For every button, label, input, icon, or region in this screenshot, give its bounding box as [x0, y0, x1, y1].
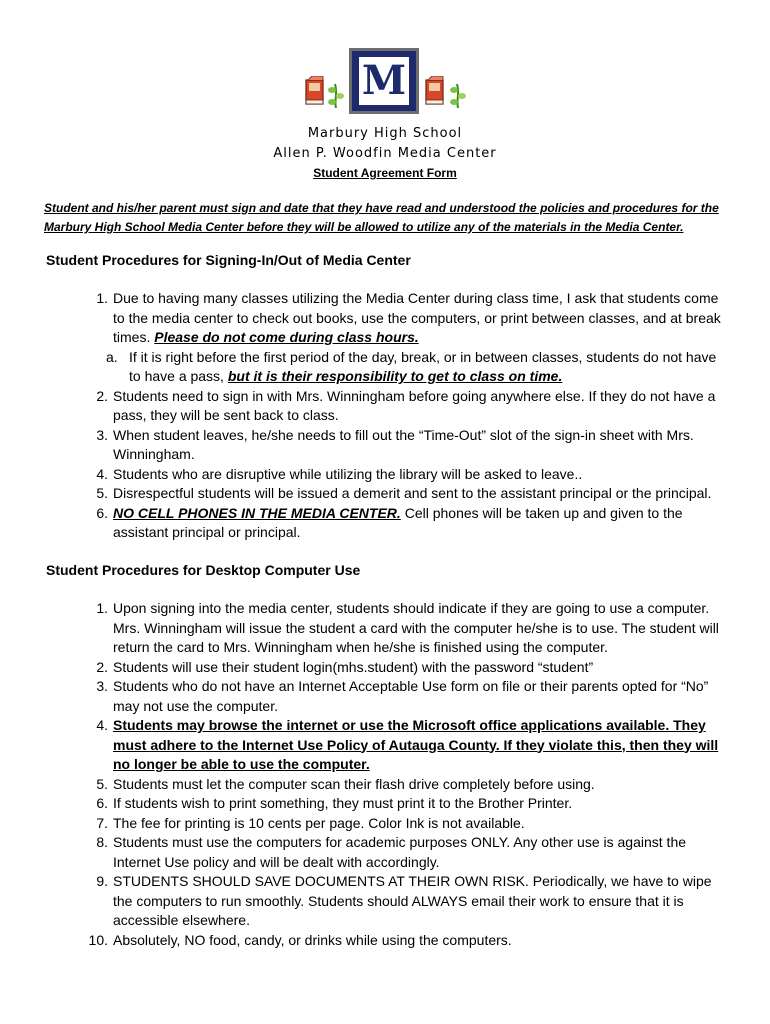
book-icon	[424, 76, 446, 106]
list-item: 6. If students wish to print something, they must print it to the Brother Printer.	[96, 795, 573, 811]
media-center-name: Allen P. Woodfin Media Center	[273, 146, 497, 161]
list-item: 5. Disrespectful students will be issued a demerit and sent to the assistant principal or the principal.	[96, 485, 712, 501]
section-heading-computer: Student Procedures for Desktop Computer Use	[46, 562, 361, 578]
list-item: 3. When student leaves, he/she needs to fill out the “Time-Out” slot of the sign-in sheet with Mrs. Winningham.	[96, 426, 694, 462]
plant-icon	[328, 82, 344, 108]
plant-icon	[450, 82, 466, 108]
list-item: 3. Students who do not have an Internet Acceptable Use form on file or their parents opted for “No” may not use the computer.	[96, 678, 709, 714]
list-item: 1. Due to having many classes utilizing the Media Center during class time, I ask that students come to the media center to check out books, use the computers, or print between classes, and at break times. Please do not come during class hours.	[96, 290, 721, 345]
logo-letter: M	[361, 57, 407, 104]
school-name: Marbury High School	[307, 126, 463, 141]
list-item: 10. Absolutely, NO food, candy, or drinks while using the computers.	[88, 931, 512, 948]
header-logo-row	[0, 46, 770, 118]
list-item: 1. Upon signing into the media center, students should indicate if they are going to use a computer. Mrs. Winningham will issue the student a card with the computer he/she is to use. The student will return the card to Mrs. Winningham when he/she is finished using the computer.	[96, 600, 719, 655]
list-item: 8. Students must use the computers for academic purposes ONLY. Any other use is against the Internet Use policy and will be dealt with accordingly.	[96, 834, 687, 870]
list-item: 9. STUDENTS SHOULD SAVE DOCUMENTS AT THEIR OWN RISK. Periodically, we have to wipe the computers to run smoothly. Students should ALWAYS email their work to ensure that it is accessible elsewhere.	[96, 873, 712, 928]
list-item: 6. NO CELL PHONES IN THE MEDIA CENTER. Cell phones will be taken up and given to the assistant principal or principal.	[96, 504, 683, 540]
form-title: Student Agreement Form	[313, 166, 457, 180]
list-item: 7. The fee for printing is 10 cents per page. Color Ink is not available.	[96, 814, 525, 831]
intro-statement: Student and his/her parent must sign and date that they have read and understood the policies and procedures for the Marbury High School Media Center before they will be allowed to utilize any of the materials in the Media Center.	[44, 201, 719, 234]
list-item: 2. Students need to sign in with Mrs. Winningham before going anywhere else. If they do not have a pass, they will be sent back to class.	[96, 387, 716, 423]
school-logo	[349, 48, 419, 114]
list-item: 4. Students may browse the internet or use the Microsoft office applications available. They must adhere to the Internet Use Policy of Autauga County. If they violate this, then they will no longer be able to use the computer.	[96, 717, 719, 772]
list-item: 2. Students will use their student login(mhs.student) with the password “student”	[96, 658, 594, 675]
list-subitem: a. If it is right before the first period of the day, break, or in between classes, students do not have to have a pass, but it is their responsibility to get to class on time.	[106, 348, 717, 384]
signin-procedures-list	[84, 289, 724, 543]
list-item: 5. Students must let the computer scan their flash drive completely before using.	[96, 775, 595, 792]
book-icon	[304, 76, 326, 106]
section-heading-signin: Student Procedures for Signing-In/Out of Media Center	[46, 252, 411, 268]
computer-procedures-list	[84, 599, 724, 950]
list-item: 4. Students who are disruptive while utilizing the library will be asked to leave..	[96, 465, 583, 482]
